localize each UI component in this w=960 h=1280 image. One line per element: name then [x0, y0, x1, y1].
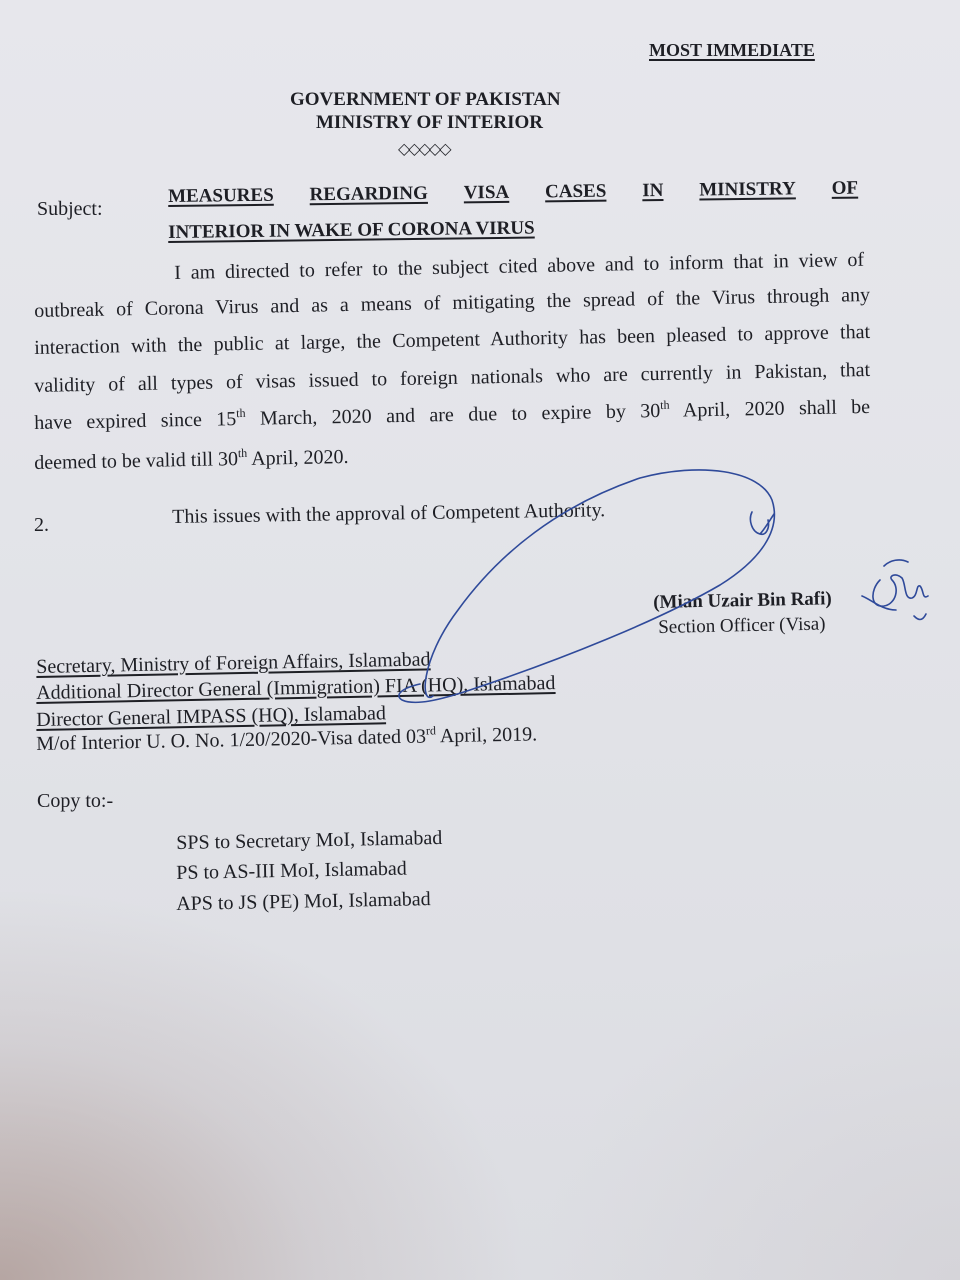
priority-label: MOST IMMEDIATE — [649, 40, 815, 60]
recipient-line: Additional Director General (Immigration) FIA (HQ), Islamabad — [36, 672, 556, 704]
signatory-name: (Mian Uzair Bin Rafi) — [653, 588, 832, 613]
ornament-divider: ◇◇◇◇◇ — [398, 141, 450, 158]
subject-word: CASES — [544, 180, 607, 203]
recipient-line: Secretary, Ministry of Foreign Affairs, Islamabad — [36, 648, 431, 678]
subject-word: MEASURES — [168, 184, 274, 207]
paragraph-1-line: outbreak of Corona Virus and as a means of mitigating the spread of the Virus through any — [34, 283, 871, 322]
subject-line-1 — [168, 178, 858, 208]
paragraph-2-number: 2. — [34, 514, 49, 536]
copy-to-item: PS to AS-III MoI, Islamabad — [176, 857, 407, 884]
text-run: April, 2019. — [435, 723, 538, 748]
subject-word: REGARDING — [309, 182, 428, 206]
text-run: March, 2020 and are due to expire by 30 — [245, 399, 661, 430]
ordinal-suffix: th — [237, 445, 248, 461]
paragraph-1-line: validity of all types of visas issued to foreign nationals who are currently in Pakistan, that — [34, 358, 871, 397]
ordinal-suffix: rd — [425, 723, 437, 738]
copy-to-item: APS to JS (PE) MoI, Islamabad — [176, 888, 431, 915]
signatory-designation: Section Officer (Visa) — [658, 613, 826, 638]
government-heading: GOVERNMENT OF PAKISTAN — [290, 89, 561, 110]
text-run: April, 2020. — [247, 445, 349, 470]
subject-label: Subject: — [37, 198, 103, 220]
subject-word: VISA — [463, 181, 510, 204]
paragraph-1-line — [34, 396, 870, 435]
ordinal-suffix: th — [660, 397, 670, 412]
paragraph-1-line: interaction with the public at large, the Competent Authority has been pleased to approve that — [34, 320, 871, 359]
text-run: deemed to be valid till 30 — [34, 448, 239, 474]
paragraph-1-line — [34, 446, 349, 475]
paragraph-2-text: This issues with the approval of Competent Authority. — [172, 499, 606, 528]
copy-to-item: SPS to Secretary MoI, Islamabad — [176, 826, 443, 854]
text-run: M/of Interior U. O. No. 1/20/2020-Visa dated 03 — [36, 725, 427, 755]
ordinal-suffix: th — [236, 405, 246, 421]
ministry-heading: MINISTRY OF INTERIOR — [316, 112, 544, 133]
subject-word: OF — [831, 177, 859, 199]
text-run: April, 2020 shall be — [669, 395, 871, 422]
subject-word: MINISTRY — [699, 178, 796, 201]
subject-line-2: INTERIOR IN WAKE OF CORONA VIRUS — [168, 217, 535, 243]
text-run: have expired since 15 — [34, 408, 237, 434]
paragraph-1-line: I am directed to refer to the subject cited above and to inform that in view of — [174, 248, 865, 284]
copy-to-label: Copy to:- — [37, 790, 114, 812]
recipient-line: Director General IMPASS (HQ), Islamabad — [36, 702, 387, 731]
subject-word: IN — [642, 179, 664, 202]
